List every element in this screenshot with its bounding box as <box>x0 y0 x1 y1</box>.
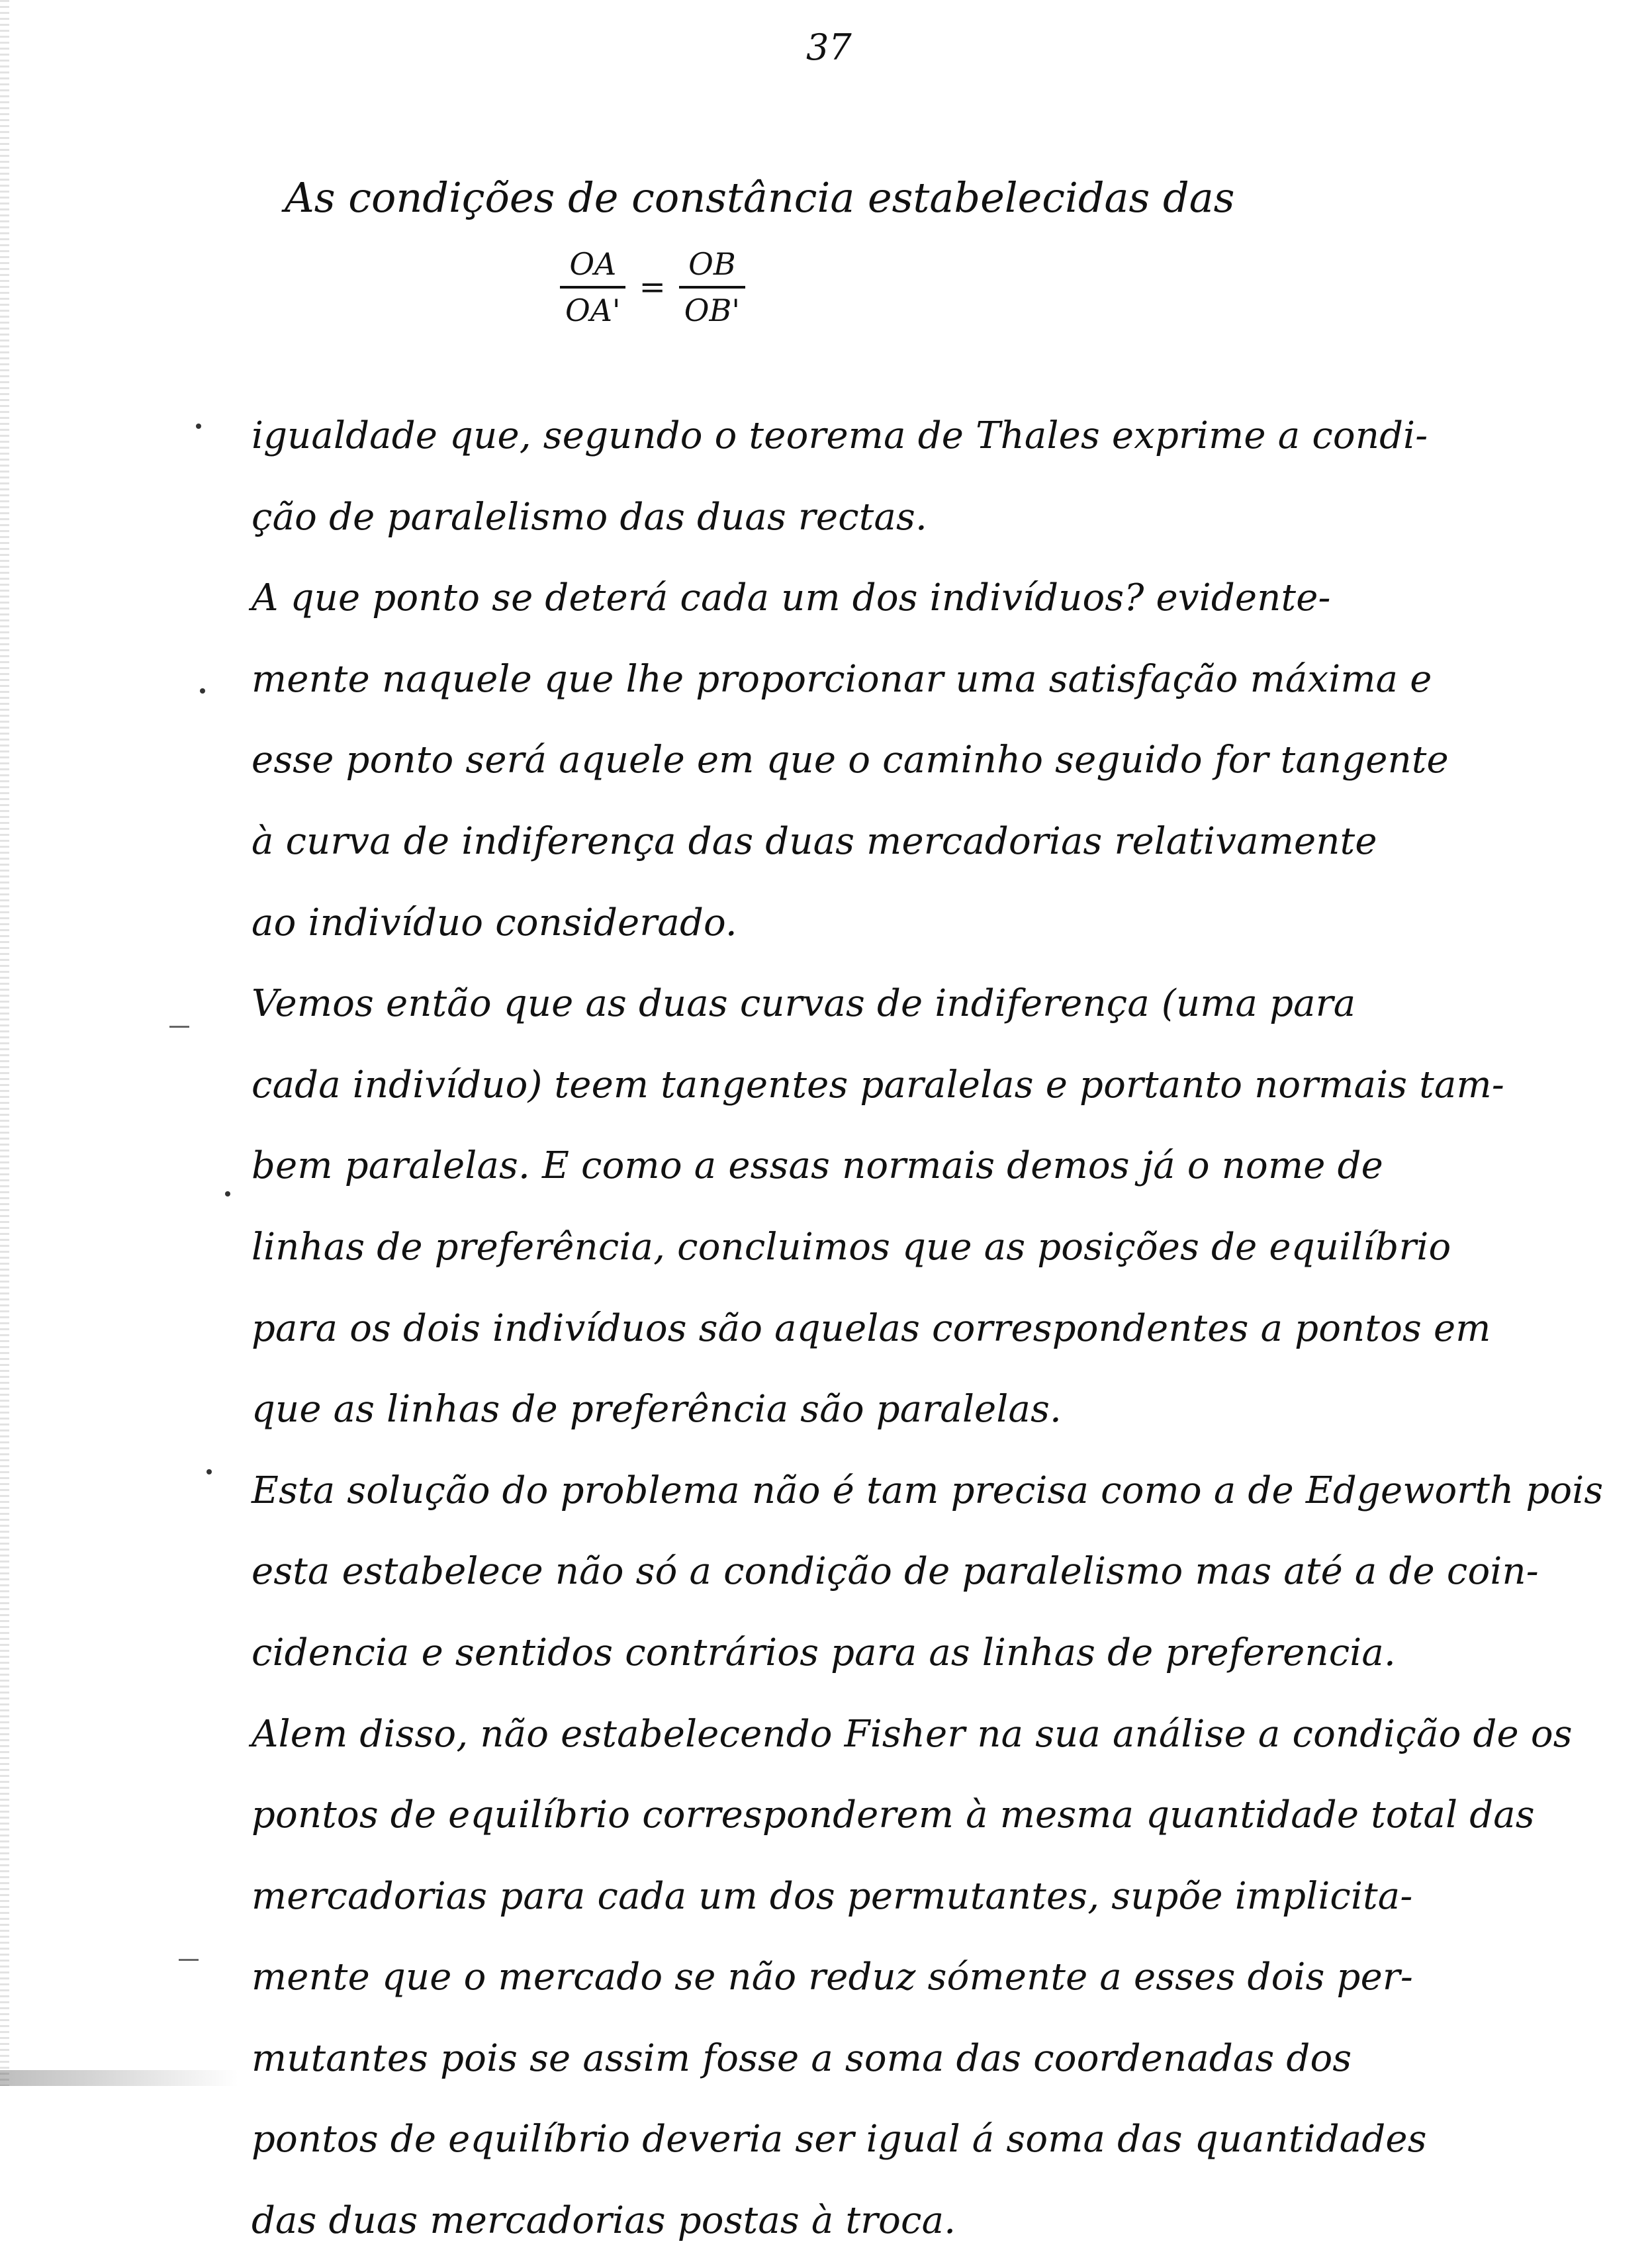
text-line: cada indivíduo) teem tangentes paralelas e portanto normais tam- <box>252 1063 1504 1107</box>
fraction-oa <box>556 246 630 328</box>
text-line: linhas de preferência, concluimos que as posições de equilíbrio <box>252 1225 1451 1269</box>
denominator-ob-prime: OB' <box>684 293 740 328</box>
page-number: 37 <box>806 26 852 68</box>
text-line: pontos de equilíbrio corresponderem à mesma quantidade total das <box>252 1793 1535 1837</box>
text-line: mente naquele que lhe proporcionar uma satisfação máxima e <box>252 657 1432 701</box>
margin-dot <box>225 1191 230 1197</box>
text-line: cidencia e sentidos contrários para as linhas de preferencia. <box>252 1631 1396 1674</box>
text-line: à curva de indiferença das duas mercadorias relativamente <box>252 819 1377 863</box>
margin-dash <box>179 1959 199 1961</box>
thales-equation <box>556 246 749 328</box>
numerator-oa: OA <box>560 246 625 289</box>
text-line: ao indivíduo considerado. <box>252 901 737 944</box>
denominator-oa-prime: OA' <box>565 293 621 328</box>
text-line: esta estabelece não só a condição de paralelismo mas até a de coin- <box>252 1550 1539 1594</box>
text-line: pontos de equilíbrio deveria ser igual á soma das quantidades <box>252 2118 1427 2161</box>
heading-line: As condições de constância estabelecidas das <box>285 173 1235 222</box>
text-line: igualdade que, segundo o teorema de Thales exprime a condi- <box>252 414 1428 457</box>
text-line: esse ponto será aquele em que o caminho seguido for tangente <box>252 739 1449 782</box>
text-line: mutantes pois se assim fosse a soma das coordenadas dos <box>252 2036 1352 2080</box>
margin-dot <box>206 1469 212 1474</box>
text-line: Esta solução do problema não é tam precisa como a de Edgeworth pois <box>252 1469 1604 1512</box>
page-edge-shadow <box>0 0 9 2086</box>
equals-sign: = <box>639 269 666 306</box>
text-line: das duas mercadorias postas à troca. <box>252 2199 956 2243</box>
numerator-ob: OB <box>679 246 745 289</box>
text-line: mente que o mercado se não reduz sómente a esses dois per- <box>252 1956 1414 1999</box>
text-line: Vemos então que as duas curvas de indiferença (uma para <box>252 982 1356 1026</box>
handwritten-body <box>252 396 1628 2262</box>
text-line: ção de paralelismo das duas rectas. <box>252 495 927 539</box>
scan-smudge <box>0 2070 238 2086</box>
text-line: bem paralelas. E como a essas normais demos já o nome de <box>252 1144 1383 1188</box>
margin-dot <box>196 424 201 429</box>
text-line: para os dois indivíduos são aquelas correspondentes a pontos em <box>252 1306 1491 1350</box>
fraction-ob <box>675 246 749 328</box>
margin-dot <box>200 688 205 694</box>
text-line: que as linhas de preferência são paralelas. <box>252 1388 1062 1431</box>
text-line: Alem disso, não estabelecendo Fisher na sua análise a condição de os <box>252 1712 1573 1756</box>
text-line: A que ponto se deterá cada um dos indivíduos? evidente- <box>252 576 1331 620</box>
margin-dash <box>169 1026 189 1028</box>
text-line: mercadorias para cada um dos permutantes, supõe implicita- <box>252 1874 1413 1918</box>
